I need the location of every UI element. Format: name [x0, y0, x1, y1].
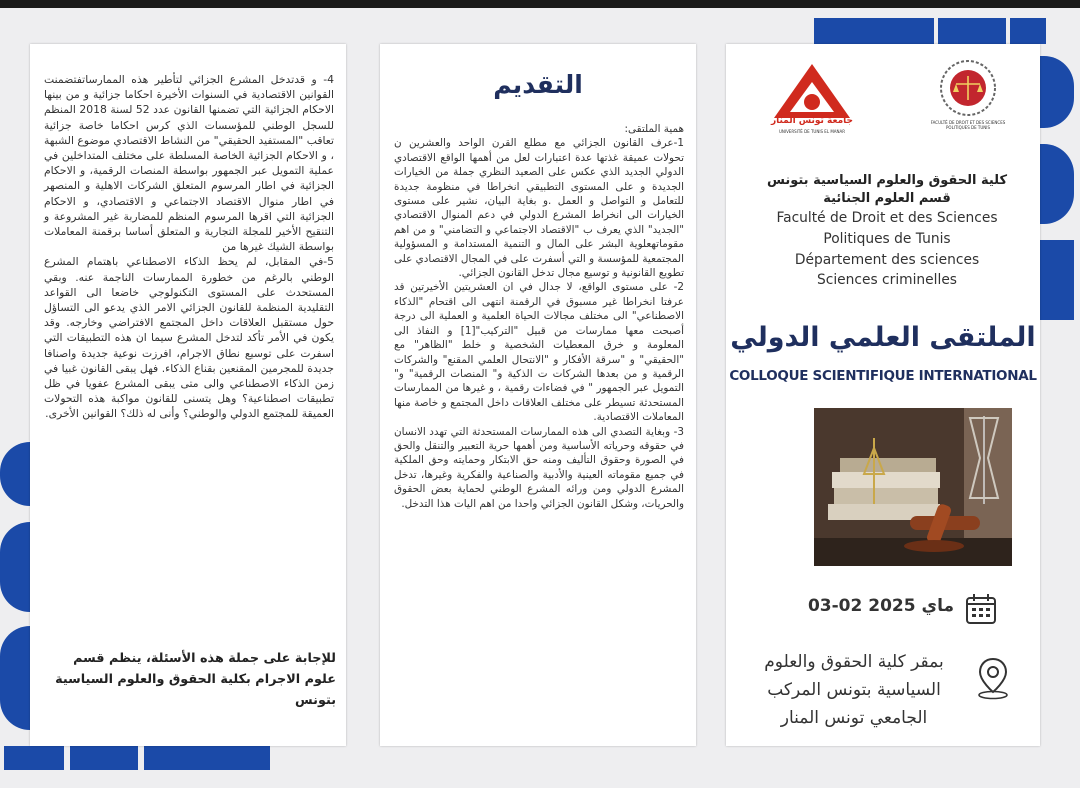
location-pin-icon [974, 656, 1012, 704]
colloquium-title-ar: الملتقى العلمي الدولي [730, 322, 1036, 353]
paragraph: همية الملتقى: [624, 123, 684, 135]
deco-square [1040, 56, 1074, 128]
brochure-panel-middle [380, 44, 696, 746]
faculty-logo-text: FACULTÉ DE DROIT ET DES SCIENCES POLITIQUES DE TUNIS [930, 120, 1006, 130]
brochure-panel-left [30, 44, 346, 746]
paragraph: 4- و قدتدخل المشرع الجزائي لتأطير هذه الممارساتفتضمنت القوانين الاقتصادية في السنوات الأخيرة احكاما جزائية و من بينها الاحكام الجزائية التي تضمنها القانون عدد 52 لسنة 2018 المنظم للسجل الوطني للمؤسسات الذي كرس احكاما خاصة جزائية تعاقب "المستفيد الحقيقي" من النشاط الاقتصادي موضوع الشبهة ، و الاحكام الجزائية الخاصة المسلطة على مختلف المتداخلين في عملية التمويل عبر الجمهور بواسطة المنصات الرقمية، و الاحكام الجزائية في اطار المرسوم المتعلق الشركات الاهلية و المنصهر في اطار منوال الاقتصاد الاجتماعي و الاقتصادي، و الاحكام الجزائية التي اقرها المرسوم المنظم للمضاربة غير المشروعة و التنقيح الأخير للمجلة التجارية و المتعلق أساسا برقمنة المعاملات بواسطة الشيك غيرها من [44, 73, 335, 254]
law-books-gavel-image [814, 408, 1012, 566]
calendar-icon [964, 592, 998, 630]
deco-square [814, 18, 934, 44]
deco-square [70, 746, 138, 770]
university-logo-text: جامعة تونس المنار [770, 116, 854, 126]
colloquium-title-fr: COLLOQUE SCIENTIFIQUE INTERNATIONAL [729, 368, 1037, 384]
institution-block [766, 172, 1008, 291]
deco-square [144, 746, 270, 770]
deco-square [1040, 240, 1074, 320]
top-bar [0, 0, 1080, 8]
middle-body-text [394, 122, 684, 511]
deco-square [1010, 18, 1046, 44]
left-body-text [44, 72, 334, 422]
deco-square [4, 746, 64, 770]
deco-square [1040, 144, 1074, 224]
brochure-panel-right [726, 44, 1040, 746]
venue-line: بمقر كلية الحقوق والعلوم [764, 652, 944, 672]
event-date: 03-02 ماي 2025 [807, 596, 954, 616]
institution-name-ar: كلية الحقوق والعلوم السياسية بتونس [766, 173, 1008, 188]
institution-name-fr-line1: Faculté de Droit et des Sciences [776, 210, 998, 226]
venue-line: الجامعي تونس المنار [780, 708, 928, 728]
deco-square [0, 442, 30, 506]
venue-address [746, 648, 962, 732]
deco-square [938, 18, 1006, 44]
paragraph: 2- على مستوى الواقع، لا جدال في ان العشريتين الأخيرتين قد عرفتا انخراطا غير مسبوق في الرقمنة انتهى الى اقتحام "الذكاء الاصطناعي" الى مختلف مجالات الحياة العلمية و العملية الى درجة أصبحت معها ممارسات من قبيل "التركيب"[1] و النفاذ الى المعلومة و خرق المعطيات الشخصية و خلط "الظاهر" مع "الحقيقي" و "سرقة الأفكار و "الانتحال العلمي المقنع" والشركات الرقمية و من بعدها الشركات ت الذكية و" المنصات الرقمية" و" التمويل عبر الجمهور " في فضاءات رقمية ، و غيرها من الممارسات المستحدثة تسيطر على مختلف العلاقات داخل المجتمع و خاصة منها المعاملات الاقتصادية. [394, 281, 684, 424]
deco-square [0, 522, 30, 612]
faculty-logo [930, 58, 1006, 136]
section-title: التقديم [493, 70, 583, 99]
department-name-fr-line1: Département des sciences [794, 251, 980, 268]
paragraph: 3- وبغاية التصدي الى هذه الممارسات المستحدثة التي تهدد الانسان في حقوقه وحرياته الأساسية ومن أهمها حرية التعبير والتنقل والحق في الصورة وحقوق التأليف ومنه حق الابتكار وحمايته وحق الملكية في جميع مقوماته العينية والأدبية والصناعية والفكرية وغيرها، تدخل المشرع الدولي ومن ورائه المشرع الوطني لحماية بعض الحقوق والحريات، وشكل القانون الجزائي واحدا من اهم اليات هذا التدخل. [394, 425, 684, 510]
university-logo [766, 60, 858, 140]
institution-name-fr-line2: Politiques de Tunis [823, 230, 951, 247]
university-logo-subtext: UNIVERSITÉ DE TUNIS EL MANAR [778, 129, 846, 134]
department-name-fr-line2: Sciences criminelles [817, 272, 957, 289]
paragraph: 1-عرف القانون الجزائي مع مطلع القرن الواحد والعشرين ن تحولات عميقة غذتها عدة اعتبارات لعل من أهمها الواقع الاقتصادي الدولي الجديد الذي عكس على الصعيد النظري جملة من الخيارات الجديدة و على المستوى التطبيقي انخراطا في منظومة جديدة للتعامل و التواصل و العمل .و بغاية البيان، نشير على مستوى الخيارات الى انخراط المشرع الدولي في دعم المنوال الاقتصادي "الجديد" الذي يعرف ب "الاقتصاد الاجتماعي و التضامني" و من اهم مقوماتهعلوية البشر على المال و التنمية المستدامة و المسؤولية المجتمعية للمؤسسة و التي أسفرت على في المجال الاقتصادي على تطويع القانونية و توسيع مجال تدخل القانون الجزائي. [394, 137, 684, 280]
venue-line: السياسية بتونس المركب [767, 680, 941, 700]
closing-statement: للإجابة على جملة هذه الأسئلة، ينظم قسم علوم الاجرام بكلية الحقوق والعلوم السياسية بتونس [55, 651, 336, 708]
paragraph: 5-في المقابل، لم يحظ الذكاء الاصطناعي باهتمام المشرع الوطني بالرغم من خطورة الممارسات الناجمة عنه. وبقي المستحدث على المستوى التكنولوجي خاضعا الى القواعد التقليدية المنظمة للقانون الجزائي الامر الذي يدعو الى التساؤل حول مستقبل العلاقات داخل المجتمع الافتراضي وخارجه. وقد يكون في الأمر تأكد لتدخل المشرع سيما ان هذه التطبيقات التي اسفرت على توسيع نطاق الاجرام، افرزت نوعية جديدة واصنافا جديدة للمجرمين المقنعين بقناع الذكاء. فهل يبقى القانون غبيا في زمن الذكاء الاصطناعي والى متى يبقى المشرع عفويا في ظل تطبيقات اصطناعية؟ وهل يتسنى للقانون مواكبة هذه التحولات العميقة للمجتمع الدولي والوطني؟ وأنى له ذلك؟ القوانين الأخرى. [44, 255, 334, 421]
deco-square [0, 626, 30, 730]
department-name-ar: قسم العلوم الجنائية [823, 191, 951, 206]
